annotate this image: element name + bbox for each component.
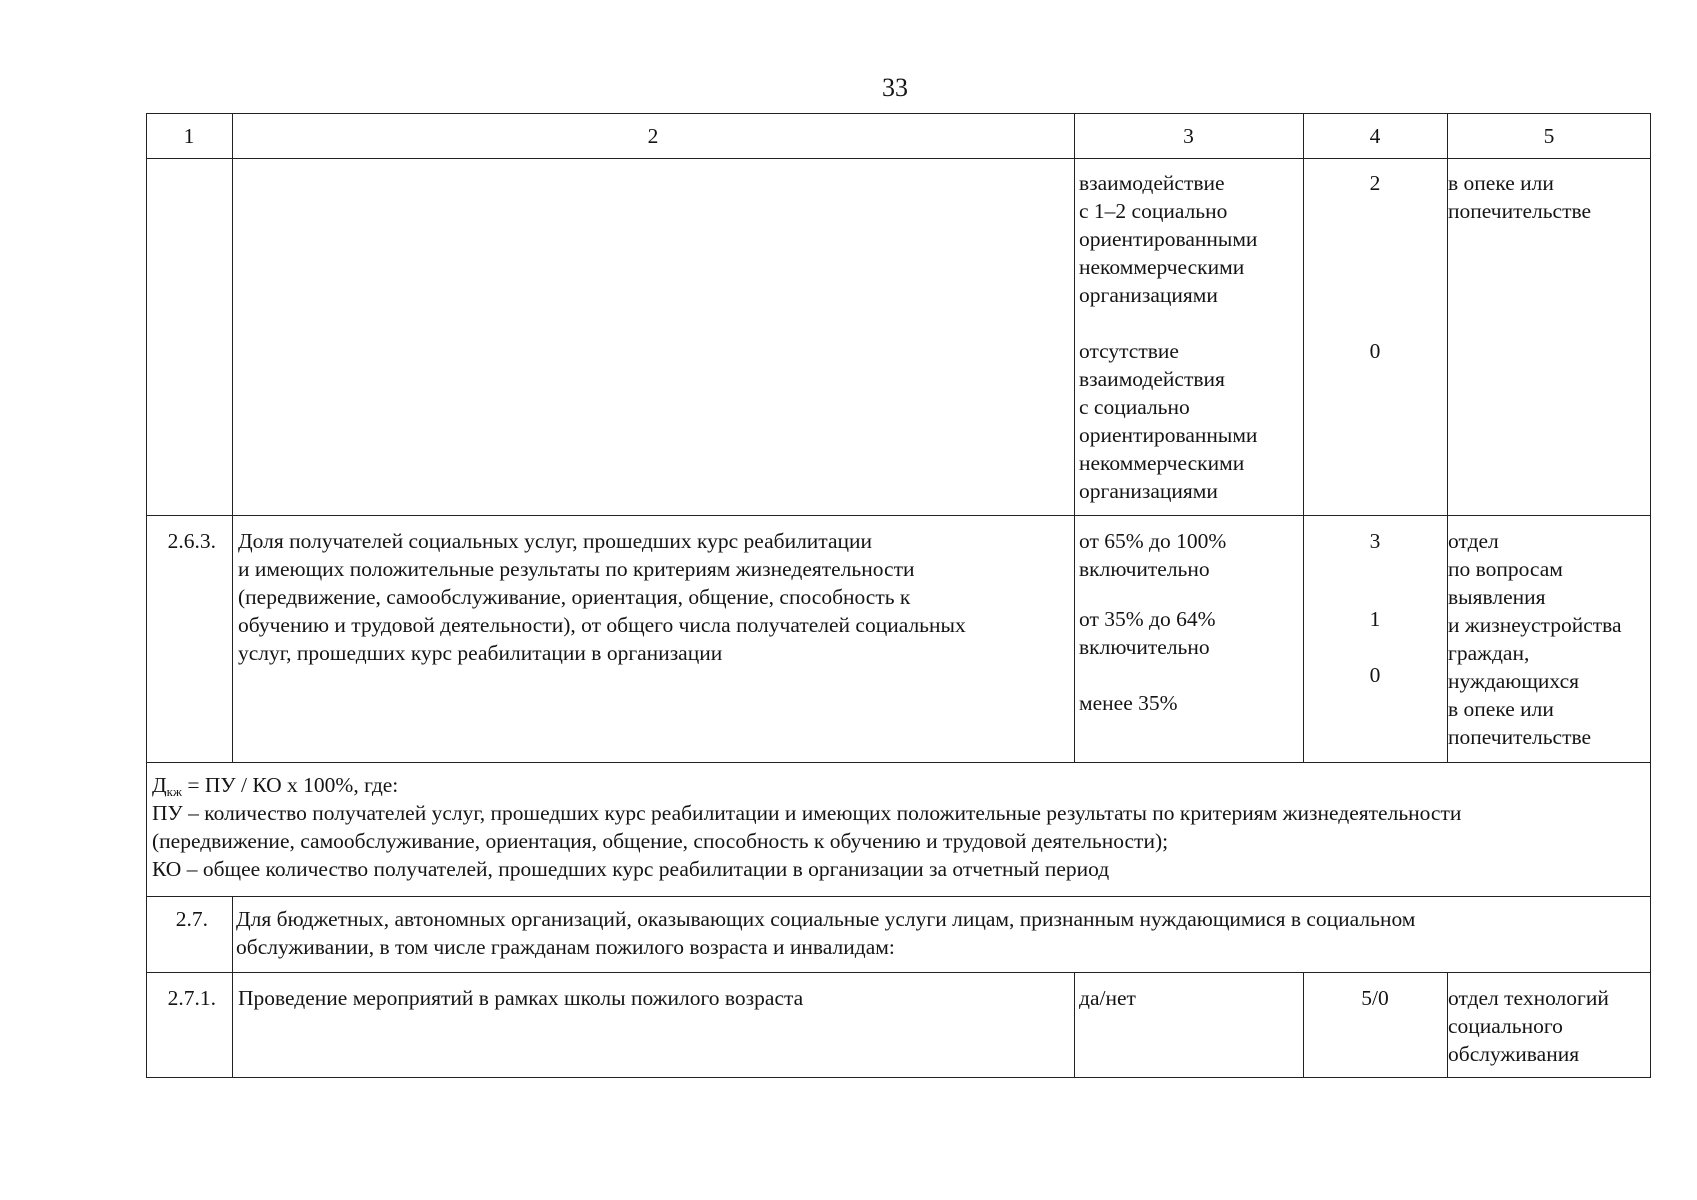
row-divider (146, 972, 1651, 973)
indicator-text: Доля получателей социальных услуг, прошедших курс реабилитации и имеющих положительные результаты по критериям жизнедеятельности (передвижение, самообслуживание, ориентация, общение, способность к обучению и трудовой деятельности), от общего числа получателей социальных услуг, прошедших курс реабилитации в организации (238, 529, 966, 665)
row-number: 2.6.3. (167, 529, 216, 553)
criterion-text: от 35% до 64% включительно (1079, 607, 1216, 659)
criterion-score: 1 (1369, 607, 1381, 631)
row-number: 2.7.1. (167, 986, 216, 1010)
header-cell-2: 2 (647, 124, 659, 148)
formula-definitions: ПУ – количество получателей услуг, прошедших курс реабилитации и имеющих положительные результаты по критериям жизнедеятельности (передвижение, самообслуживание, ориентация, общение, способность к обучению и трудовой деятельности); КО – общее количество получателей, прошедших курс реабилитации в организации за отчетный период (152, 801, 1462, 881)
formula-symbol: Д (152, 773, 167, 797)
formula-subscript: кж (166, 784, 182, 799)
column-divider (1074, 113, 1075, 763)
criterion-text: да/нет (1079, 986, 1136, 1010)
header-cell-1: 1 (183, 124, 195, 148)
row-number: 2.7. (175, 907, 208, 931)
criterion-text: отсутствие взаимодействия с социально ориентированными некоммерческими организациями (1079, 339, 1258, 503)
header-cell-5: 5 (1543, 124, 1555, 148)
header-cell-4: 4 (1369, 124, 1381, 148)
criterion-score: 3 (1369, 529, 1381, 553)
responsible-unit: отдел по вопросам выявления и жизнеустройства граждан, нуждающихся в опеке или попечительстве (1448, 529, 1622, 749)
row-divider (146, 515, 1651, 516)
row-divider (146, 896, 1651, 897)
section-text: Для бюджетных, автономных организаций, оказывающих социальные услуги лицам, признанным нуждающимися в социальном обслуживании, в том числе гражданам пожилого возраста и инвалидам: (236, 907, 1416, 959)
criterion-text: взаимодействие с 1–2 социально ориентированными некоммерческими организациями (1079, 171, 1258, 307)
criterion-text: от 65% до 100% включительно (1079, 529, 1227, 581)
formula-expression: = ПУ / КО х 100%, где: (181, 773, 399, 797)
criterion-score: 2 (1369, 171, 1381, 195)
criterion-text: менее 35% (1079, 691, 1178, 715)
criterion-score: 0 (1369, 663, 1381, 687)
header-cell-3: 3 (1183, 124, 1194, 148)
indicator-text: Проведение мероприятий в рамках школы пожилого возраста (238, 986, 804, 1010)
row-divider (146, 762, 1651, 763)
page-number: 33 (882, 73, 908, 102)
responsible-unit: отдел технологий социального обслуживания (1448, 986, 1609, 1066)
column-divider (232, 896, 233, 1078)
column-divider (1074, 972, 1075, 1078)
header-divider (146, 158, 1651, 159)
criterion-score: 0 (1369, 339, 1381, 363)
responsible-unit: в опеке или попечительстве (1448, 171, 1592, 223)
criterion-score: 5/0 (1361, 986, 1389, 1010)
column-divider (232, 113, 233, 763)
